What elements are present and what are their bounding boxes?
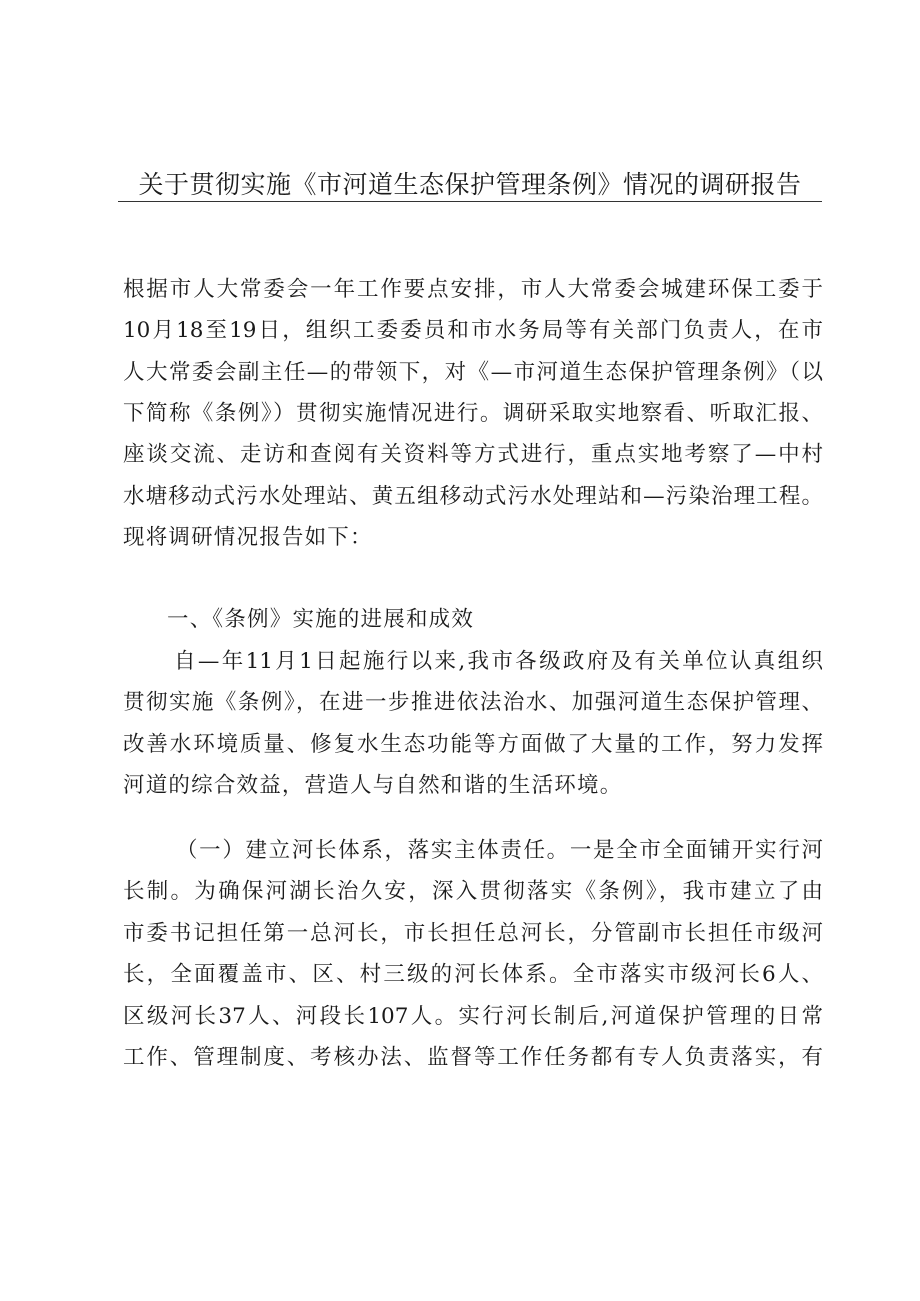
body-line-15: 市委书记担任第一总河长，市长担任总河长，分管副市长担任市级河 (123, 921, 823, 946)
body-line-5: 座谈交流、走访和查阅有关资料等方式进行，重点实地考察了—中村 (123, 442, 823, 467)
document-title: 关于贯彻实施《市河道生态保护管理条例》情况的调研报告 (138, 170, 802, 199)
body-line-7: 现将调研情况报告如下： (123, 525, 373, 550)
body-line-13: （一）建立河长体系，落实主体责任。一是全市全面铺开实行河 (176, 838, 823, 863)
body-line-18: 工作、管理制度、考核办法、监督等工作任务都有专人负责落实，有 (123, 1045, 823, 1070)
title-underline (118, 201, 822, 202)
body-line-4: 下简称《条例》）贯彻实施情况进行。调研采取实地察看、听取汇报、 (123, 401, 823, 426)
body-line-10: 贯彻实施《条例》，在进一步推进依法治水、加强河道生态保护管理、 (123, 690, 823, 715)
body-line-16: 长，全面覆盖市、区、村三级的河长体系。全市落实市级河长6人、 (123, 962, 823, 987)
body-line-11: 改善水环境质量、修复水生态功能等方面做了大量的工作，努力发挥 (123, 732, 823, 757)
body-line-9: 自—年11月1日起施行以来,我市各级政府及有关单位认真组织 (174, 649, 823, 674)
body-line-1: 根据市人大常委会一年工作要点安排，市人大常委会城建环保工委于 (123, 277, 823, 302)
body-line-12: 河道的综合效益，营造人与自然和谐的生活环境。 (123, 773, 623, 798)
body-line-2: 10月18至19日，组织工委委员和市水务局等有关部门负责人，在市 (123, 318, 823, 343)
section-heading-1: 一、《条例》实施的进展和成效 (167, 607, 475, 632)
body-line-17: 区级河长37人、河段长107人。实行河长制后,河道保护管理的日常 (123, 1004, 823, 1029)
body-line-6: 水塘移动式污水处理站、黄五组移动式污水处理站和—污染治理工程。 (123, 484, 823, 509)
body-line-14: 长制。为确保河湖长治久安，深入贯彻落实《条例》，我市建立了由 (123, 879, 823, 904)
body-line-3: 人大常委会副主任—的带领下，对《—市河道生态保护管理条例》（以 (123, 360, 823, 385)
